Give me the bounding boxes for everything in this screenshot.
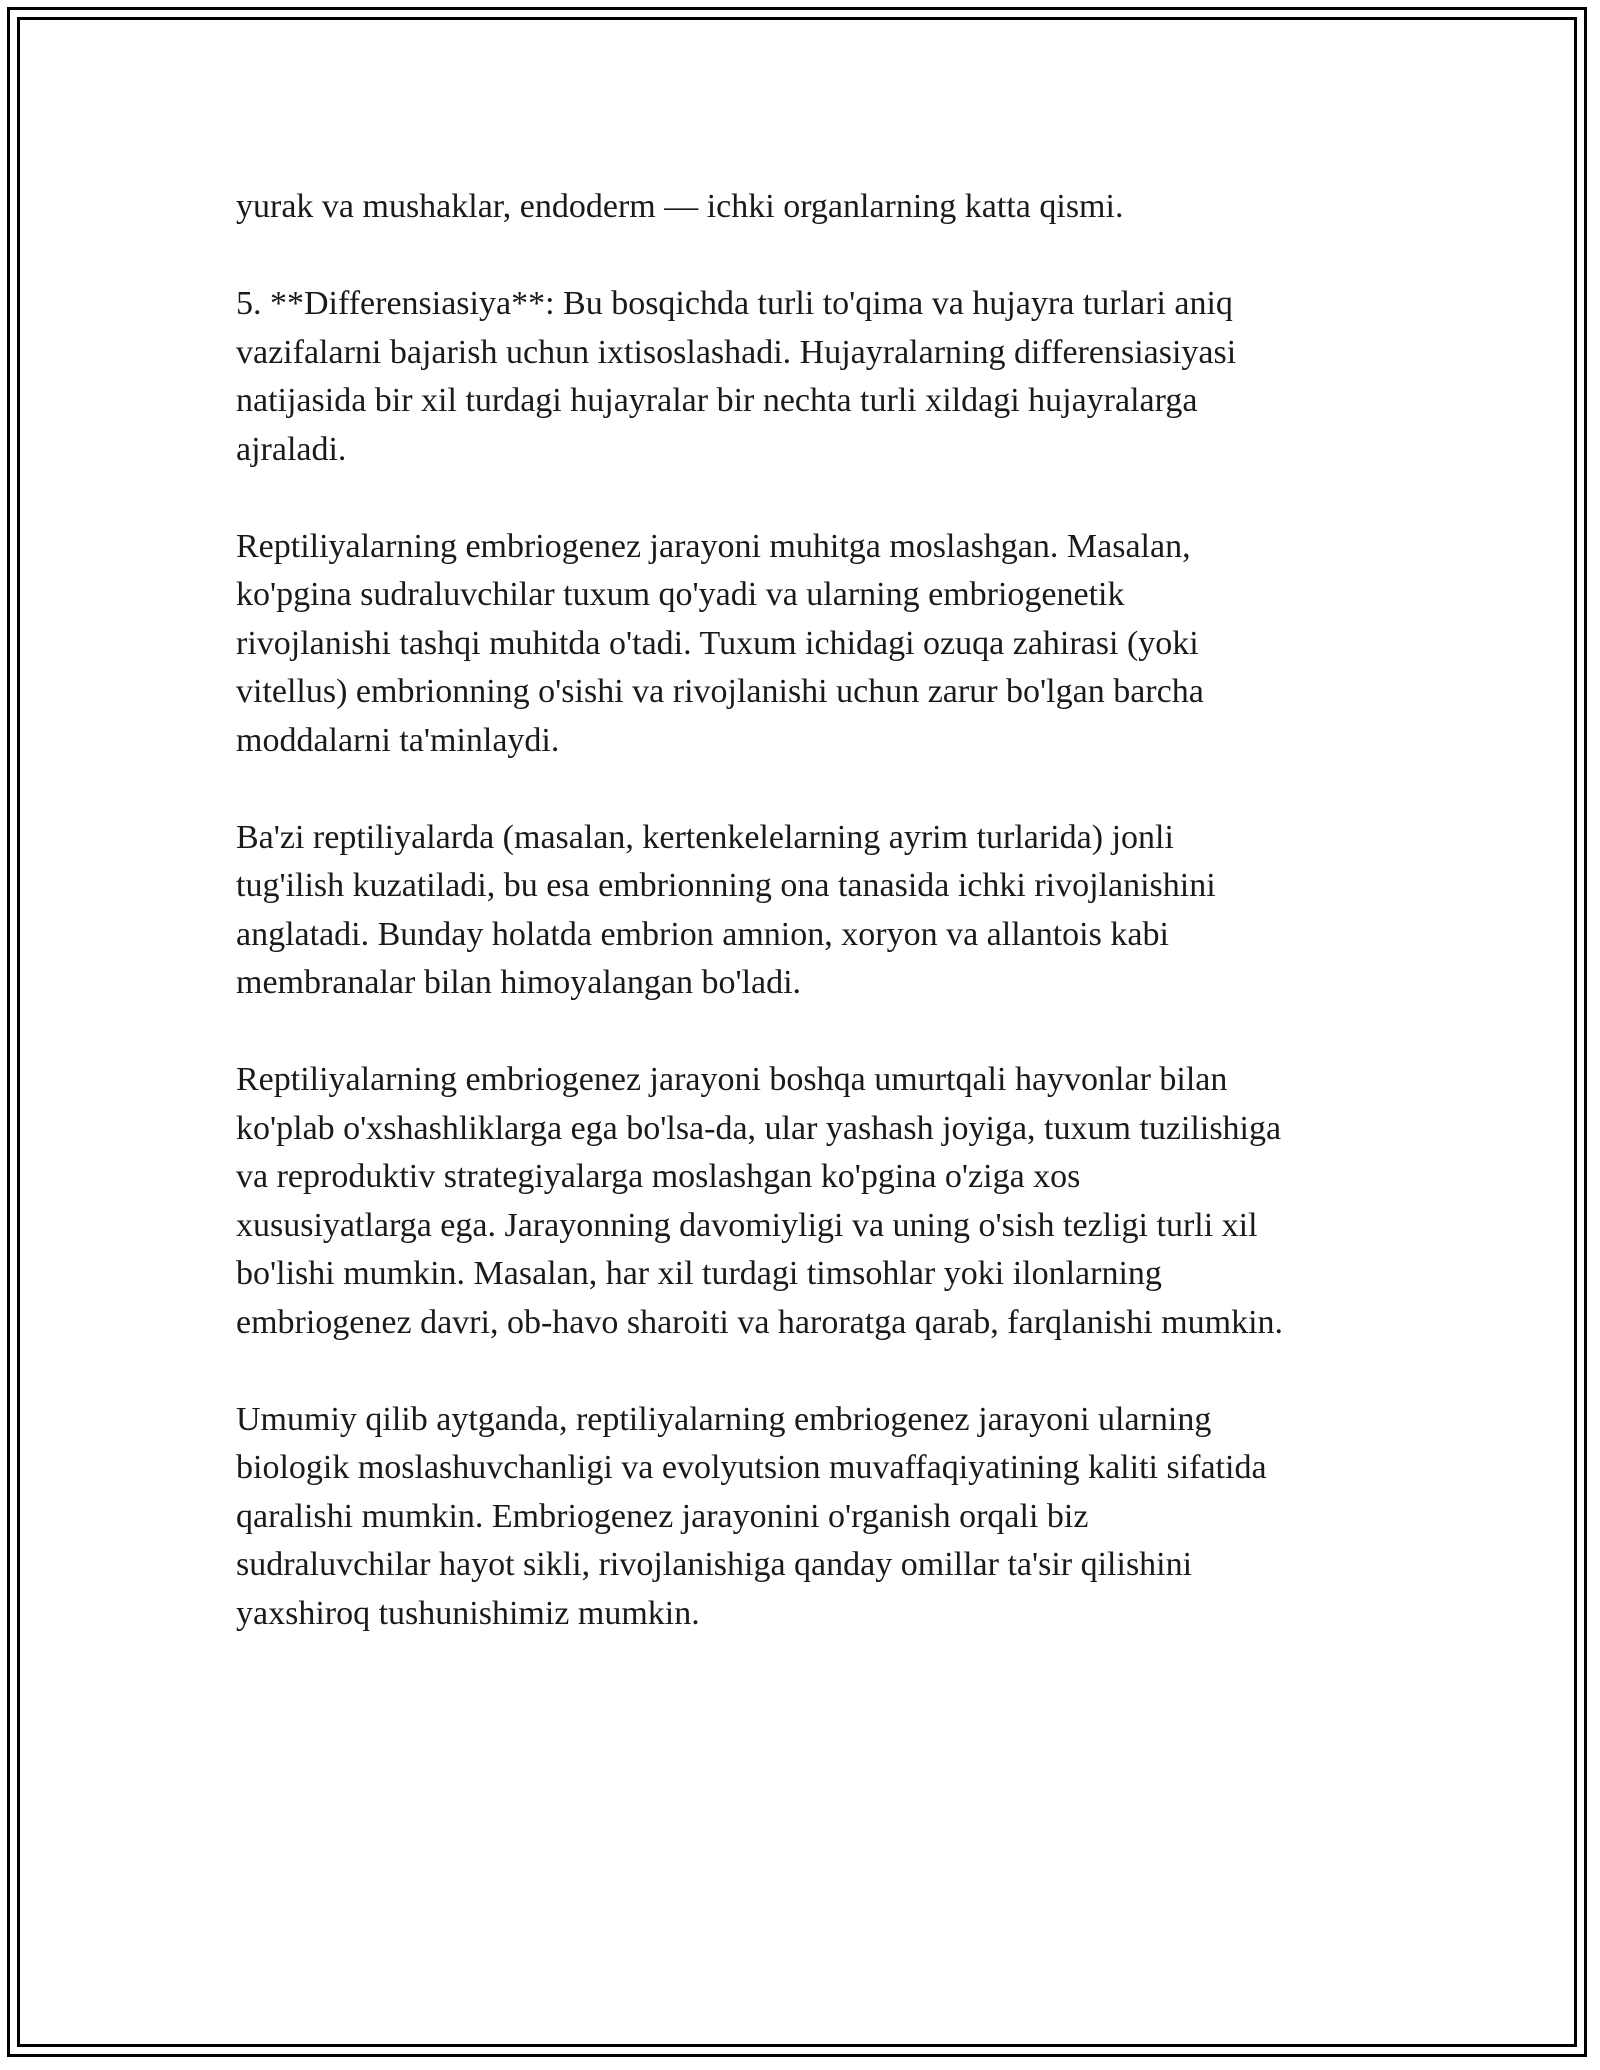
text-line: qaralishi mumkin. Embriogenez jarayonini o'rganish orqali biz xyxy=(236,1497,1089,1535)
text-line: Reptiliyalarning embriogenez jarayoni muhitga moslashgan. Masalan, xyxy=(236,527,1191,565)
text-line: tug'ilish kuzatiladi, bu esa embrionning ona tanasida ichki rivojlanishini xyxy=(236,867,1216,904)
text-line: membranalar bilan himoyalangan bo'ladi. xyxy=(236,964,802,1001)
text-line: vitellus) embrionning o'sishi va rivojlanishi uchun zarur bo'lgan barcha xyxy=(236,673,1204,710)
text-line: Umumiy qilib aytganda, reptiliyalarning embriogenez jarayoni ularning xyxy=(236,1400,1212,1438)
text-line: yurak va mushaklar, endoderm — ichki organlarning katta qismi. xyxy=(236,188,1124,225)
paragraph-1 xyxy=(236,183,1416,232)
text-line: vazifalarni bajarish uchun ixtisoslashadi. Hujayralarning differensiasiyasi xyxy=(236,333,1237,371)
paragraph-2 xyxy=(236,280,1416,474)
text-line: natijasida bir xil turdagi hujayralar bir nechta turli xildagi hujayralarga xyxy=(236,382,1198,419)
text-line: 5. **Differensiasiya**: Bu bosqichda turli to'qima va hujayra turlari aniq xyxy=(236,285,1233,322)
text-line: ko'pgina sudraluvchilar tuxum qo'yadi va ularning embriogenetik xyxy=(236,576,1125,613)
text-line: anglatadi. Bunday holatda embrion amnion, xoryon va allantois kabi xyxy=(236,915,1169,953)
text-line: rivojlanishi tashqi muhitda o'tadi. Tuxum ichidagi ozuqa zahirasi (yoki xyxy=(236,624,1199,662)
text-line: bo'lishi mumkin. Masalan, har xil turdagi timsohlar yoki ilonlarning xyxy=(236,1255,1162,1292)
paragraph-3 xyxy=(236,523,1416,766)
text-line: sudraluvchilar hayot sikli, rivojlanishiga qanday omillar ta'sir qilishini xyxy=(236,1546,1193,1583)
text-line: Ba'zi reptiliyalarda (masalan, kertenkelelarning ayrim turlarida) jonli xyxy=(236,818,1174,856)
text-line: biologik moslashuvchanligi va evolyutsion muvaffaqiyatining kaliti sifatida xyxy=(236,1449,1267,1486)
text-line: embriogenez davri, ob-havo sharoiti va haroratga qarab, farqlanishi mumkin. xyxy=(236,1303,1284,1341)
text-line: yaxshiroq tushunishimiz mumkin. xyxy=(236,1594,700,1632)
paragraph-5 xyxy=(236,1056,1416,1347)
paragraph-4 xyxy=(236,814,1416,1008)
document-body xyxy=(236,183,1416,1687)
text-line: ko'plab o'xshashliklarga ega bo'lsa-da, ular yashash joyiga, tuxum tuzilishiga xyxy=(236,1109,1282,1147)
paragraph-6 xyxy=(236,1396,1416,1639)
text-line: xususiyatlarga ega. Jarayonning davomiyligi va uning o'sish tezligi turli xil xyxy=(236,1206,1258,1244)
text-line: ajraladi. xyxy=(236,430,347,468)
text-line: moddalarni ta'minlaydi. xyxy=(236,721,560,759)
text-line: va reproduktiv strategiyalarga moslashgan ko'pgina o'ziga xos xyxy=(236,1158,1081,1195)
text-line: Reptiliyalarning embriogenez jarayoni boshqa umurtqali hayvonlar bilan xyxy=(236,1061,1228,1098)
